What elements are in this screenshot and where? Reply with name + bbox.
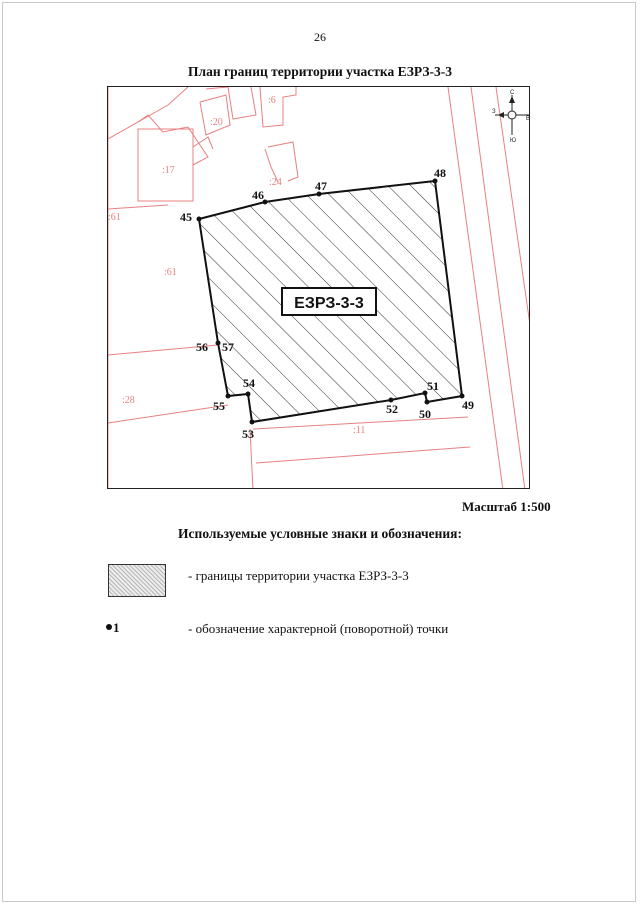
- point-label: 54: [243, 376, 255, 390]
- parcel-label: :24: [269, 177, 282, 188]
- point-label: 48: [434, 166, 446, 180]
- map-scale: Масштаб 1:500: [462, 499, 551, 514]
- parcel-label: :17: [162, 165, 175, 176]
- point-label: 56: [196, 340, 208, 354]
- point-label: 51: [427, 379, 439, 393]
- vertex-point: [250, 420, 255, 425]
- vertex-point: [216, 341, 221, 346]
- legend-point-text: - обозначение характерной (поворотной) точки: [188, 621, 449, 636]
- point-label: 55: [213, 399, 225, 413]
- legend-point-symbol: [106, 620, 120, 636]
- point-label: 52: [386, 402, 398, 416]
- boundary-plan-map: [107, 86, 530, 489]
- compass-south: Ю: [510, 138, 517, 144]
- point-label: 57: [222, 340, 234, 354]
- point-label: 49: [462, 398, 474, 412]
- parcel-label: :6: [268, 95, 276, 106]
- legend-boundary-text: - границы территории участка ЕЗРЗ-3-3: [188, 568, 409, 583]
- compass-east: В: [526, 116, 531, 122]
- svg-text:ЕЗРЗ-3-3: ЕЗРЗ-3-3: [294, 295, 364, 312]
- parcel-label: :61: [164, 267, 177, 278]
- vertex-point: [246, 392, 251, 397]
- zone-label: [282, 288, 376, 315]
- point-label: 53: [242, 427, 254, 441]
- compass-north: С: [510, 90, 515, 96]
- parcel-label: :11: [353, 425, 366, 436]
- point-label: 46: [252, 188, 264, 202]
- point-label: 47: [315, 179, 327, 193]
- parcel-label: :61: [108, 212, 121, 223]
- vertex-point: [197, 217, 202, 222]
- legend-point-number: 1: [113, 620, 120, 635]
- parcel-label: :28: [122, 395, 135, 406]
- compass-west: З: [492, 109, 496, 115]
- point-label: 50: [419, 407, 431, 421]
- point-dot-icon: [106, 624, 112, 630]
- legend-title: Используемые условные знаки и обозначения:: [178, 526, 462, 541]
- legend-hatch-swatch: [108, 564, 166, 597]
- parcel-label: :20: [210, 117, 223, 128]
- page-number: 26: [314, 30, 326, 44]
- vertex-point: [425, 400, 430, 405]
- document-title: План границ территории участка ЕЗРЗ-3-3: [188, 64, 452, 79]
- vertex-point: [226, 394, 231, 399]
- point-label: 45: [180, 210, 192, 224]
